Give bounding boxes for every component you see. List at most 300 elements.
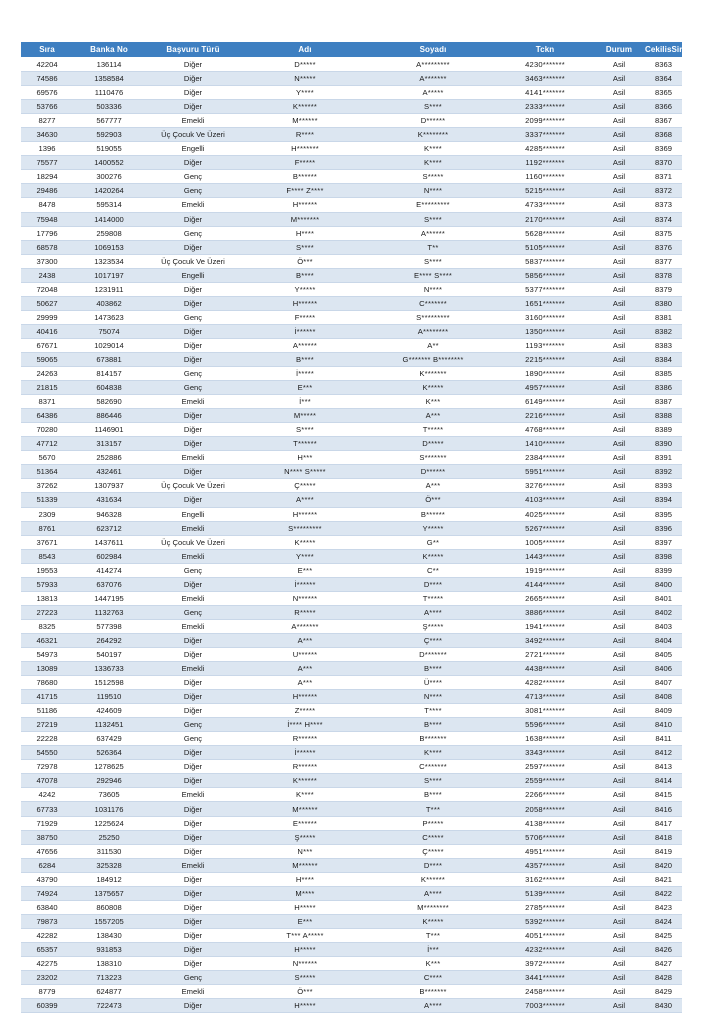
cell-basvuru-turu: Engelli xyxy=(145,507,241,521)
cell-basvuru-turu: Engelli xyxy=(145,142,241,156)
cell-sira: 13089 xyxy=(21,662,73,676)
table-row[interactable] xyxy=(21,732,682,746)
cell-durum: Asil xyxy=(593,971,645,985)
cell-adi: H*** xyxy=(241,451,369,465)
cell-sira: 8371 xyxy=(21,395,73,409)
cell-soyadi: A******* xyxy=(369,72,497,86)
table-row[interactable] xyxy=(21,985,682,999)
table-row[interactable] xyxy=(21,128,682,142)
table-row[interactable] xyxy=(21,577,682,591)
cell-durum: Asil xyxy=(593,690,645,704)
cell-durum: Asil xyxy=(593,367,645,381)
table-row[interactable] xyxy=(21,198,682,212)
cell-cekilis-sira-no: 8404 xyxy=(645,633,682,647)
cell-adi: Ş***** xyxy=(241,830,369,844)
cell-soyadi: Ç***** xyxy=(369,844,497,858)
cell-basvuru-turu: Diğer xyxy=(145,900,241,914)
cell-adi: A*** xyxy=(241,633,369,647)
cell-sira: 57933 xyxy=(21,577,73,591)
column-header-soyadi[interactable]: Soyadı xyxy=(369,42,497,58)
cell-sira: 51364 xyxy=(21,465,73,479)
cell-adi: Ç***** xyxy=(241,479,369,493)
cell-cekilis-sira-no: 8392 xyxy=(645,465,682,479)
cell-tckn: 4951******* xyxy=(497,844,593,858)
cell-banka-no: 519055 xyxy=(73,142,145,156)
table-body xyxy=(21,58,682,1013)
cell-cekilis-sira-no: 8387 xyxy=(645,395,682,409)
column-header-cekilis-sira-no[interactable]: CekilisSiraNo xyxy=(645,42,682,58)
cell-cekilis-sira-no: 8384 xyxy=(645,352,682,366)
cell-soyadi: C***** xyxy=(369,830,497,844)
cell-basvuru-turu: Üç Çocuk Ve Üzeri xyxy=(145,128,241,142)
table-row[interactable] xyxy=(21,72,682,86)
table-row[interactable] xyxy=(21,886,682,900)
cell-basvuru-turu: Üç Çocuk Ve Üzeri xyxy=(145,479,241,493)
cell-durum: Asil xyxy=(593,858,645,872)
column-header-sira[interactable]: Sıra xyxy=(21,42,73,58)
table-row[interactable] xyxy=(21,338,682,352)
cell-basvuru-turu: Diğer xyxy=(145,324,241,338)
cell-banka-no: 1307937 xyxy=(73,479,145,493)
cell-banka-no: 138310 xyxy=(73,957,145,971)
table-row[interactable] xyxy=(21,872,682,886)
cell-soyadi: T**** xyxy=(369,704,497,718)
cell-sira: 27223 xyxy=(21,605,73,619)
cell-cekilis-sira-no: 8410 xyxy=(645,718,682,732)
cell-tckn: 1443******* xyxy=(497,549,593,563)
cell-basvuru-turu: Genç xyxy=(145,170,241,184)
cell-adi: Y**** xyxy=(241,86,369,100)
cell-tckn: 5596******* xyxy=(497,718,593,732)
table-row[interactable] xyxy=(21,296,682,310)
cell-durum: Asil xyxy=(593,198,645,212)
table-row[interactable] xyxy=(21,999,682,1013)
cell-sira: 50627 xyxy=(21,296,73,310)
cell-tckn: 1350******* xyxy=(497,324,593,338)
cell-sira: 47712 xyxy=(21,437,73,451)
cell-adi: N****** xyxy=(241,591,369,605)
cell-adi: A*** xyxy=(241,676,369,690)
cell-cekilis-sira-no: 8393 xyxy=(645,479,682,493)
table-row[interactable] xyxy=(21,957,682,971)
cell-basvuru-turu: Diğer xyxy=(145,690,241,704)
cell-banka-no: 424609 xyxy=(73,704,145,718)
table-row[interactable] xyxy=(21,268,682,282)
table-row[interactable] xyxy=(21,521,682,535)
cell-soyadi: Ö*** xyxy=(369,493,497,507)
cell-durum: Asil xyxy=(593,647,645,661)
table-row[interactable] xyxy=(21,170,682,184)
cell-basvuru-turu: Diğer xyxy=(145,437,241,451)
cell-adi: R**** xyxy=(241,128,369,142)
cell-sira: 21815 xyxy=(21,381,73,395)
table-row[interactable] xyxy=(21,381,682,395)
cell-durum: Asil xyxy=(593,633,645,647)
table-row[interactable] xyxy=(21,352,682,366)
table-row[interactable] xyxy=(21,914,682,928)
cell-durum: Asil xyxy=(593,928,645,942)
cell-durum: Asil xyxy=(593,957,645,971)
column-header-tckn[interactable]: Tckn xyxy=(497,42,593,58)
cell-sira: 72048 xyxy=(21,282,73,296)
cell-durum: Asil xyxy=(593,914,645,928)
draw-results-table xyxy=(21,42,698,1013)
cell-durum: Asil xyxy=(593,465,645,479)
cell-cekilis-sira-no: 8407 xyxy=(645,676,682,690)
cell-sira: 79873 xyxy=(21,914,73,928)
cell-cekilis-sira-no: 8409 xyxy=(645,704,682,718)
cell-soyadi: Y***** xyxy=(369,521,497,535)
cell-adi: M******* xyxy=(241,212,369,226)
cell-durum: Asil xyxy=(593,381,645,395)
cell-tckn: 2266******* xyxy=(497,788,593,802)
cell-durum: Asil xyxy=(593,212,645,226)
cell-soyadi: A***** xyxy=(369,86,497,100)
cell-soyadi: A****** xyxy=(369,226,497,240)
cell-basvuru-turu: Emekli xyxy=(145,395,241,409)
cell-tckn: 2559******* xyxy=(497,774,593,788)
cell-banka-no: 946328 xyxy=(73,507,145,521)
cell-durum: Asil xyxy=(593,816,645,830)
cell-banka-no: 1400552 xyxy=(73,156,145,170)
cell-adi: N****** xyxy=(241,957,369,971)
cell-sira: 51339 xyxy=(21,493,73,507)
table-row[interactable] xyxy=(21,100,682,114)
column-header-adi[interactable]: Adı xyxy=(241,42,369,58)
cell-basvuru-turu: Emekli xyxy=(145,549,241,563)
cell-adi: B**** xyxy=(241,268,369,282)
cell-tckn: 5105******* xyxy=(497,240,593,254)
cell-banka-no: 1420264 xyxy=(73,184,145,198)
cell-durum: Asil xyxy=(593,423,645,437)
cell-tckn: 2597******* xyxy=(497,760,593,774)
cell-cekilis-sira-no: 8419 xyxy=(645,844,682,858)
table-row[interactable] xyxy=(21,858,682,872)
cell-cekilis-sira-no: 8416 xyxy=(645,802,682,816)
cell-soyadi: G******* B******** xyxy=(369,352,497,366)
cell-tckn: 4141******* xyxy=(497,86,593,100)
cell-basvuru-turu: Diğer xyxy=(145,72,241,86)
cell-cekilis-sira-no: 8388 xyxy=(645,409,682,423)
cell-cekilis-sira-no: 8414 xyxy=(645,774,682,788)
cell-soyadi: K**** xyxy=(369,156,497,170)
cell-adi: H***** xyxy=(241,999,369,1013)
cell-banka-no: 25250 xyxy=(73,830,145,844)
table-row[interactable] xyxy=(21,605,682,619)
cell-sira: 64386 xyxy=(21,409,73,423)
cell-banka-no: 431634 xyxy=(73,493,145,507)
cell-adi: H***** xyxy=(241,900,369,914)
cell-durum: Asil xyxy=(593,900,645,914)
table-row[interactable] xyxy=(21,900,682,914)
cell-basvuru-turu: Diğer xyxy=(145,493,241,507)
cell-adi: Ö*** xyxy=(241,254,369,268)
cell-basvuru-turu: Emekli xyxy=(145,591,241,605)
cell-adi: S**** xyxy=(241,240,369,254)
cell-cekilis-sira-no: 8390 xyxy=(645,437,682,451)
table-row[interactable] xyxy=(21,58,682,72)
cell-basvuru-turu: Emekli xyxy=(145,662,241,676)
cell-banka-no: 1278625 xyxy=(73,760,145,774)
cell-basvuru-turu: Diğer xyxy=(145,914,241,928)
cell-adi: B****** xyxy=(241,170,369,184)
cell-banka-no: 1031176 xyxy=(73,802,145,816)
table-row[interactable] xyxy=(21,704,682,718)
cell-soyadi: A**** xyxy=(369,999,497,1013)
table-row[interactable] xyxy=(21,844,682,858)
cell-cekilis-sira-no: 8405 xyxy=(645,647,682,661)
table-row[interactable] xyxy=(21,465,682,479)
cell-sira: 37300 xyxy=(21,254,73,268)
table-row[interactable] xyxy=(21,563,682,577)
cell-tckn: 1919******* xyxy=(497,563,593,577)
cell-durum: Asil xyxy=(593,128,645,142)
table-row[interactable] xyxy=(21,423,682,437)
cell-sira: 27219 xyxy=(21,718,73,732)
cell-adi: H****** xyxy=(241,296,369,310)
cell-adi: E*** xyxy=(241,563,369,577)
cell-adi: İ****** xyxy=(241,324,369,338)
cell-cekilis-sira-no: 8421 xyxy=(645,872,682,886)
table-row[interactable] xyxy=(21,310,682,324)
table-row[interactable] xyxy=(21,367,682,381)
cell-adi: F***** xyxy=(241,310,369,324)
cell-sira: 13813 xyxy=(21,591,73,605)
cell-banka-no: 403862 xyxy=(73,296,145,310)
cell-cekilis-sira-no: 8391 xyxy=(645,451,682,465)
cell-basvuru-turu: Emekli xyxy=(145,114,241,128)
cell-tckn: 6149******* xyxy=(497,395,593,409)
table-row[interactable] xyxy=(21,942,682,956)
table-header xyxy=(21,42,698,58)
cell-tckn: 3972******* xyxy=(497,957,593,971)
cell-cekilis-sira-no: 8426 xyxy=(645,942,682,956)
cell-adi: N***** xyxy=(241,72,369,86)
cell-basvuru-turu: Diğer xyxy=(145,746,241,760)
cell-durum: Asil xyxy=(593,704,645,718)
cell-soyadi: K******** xyxy=(369,128,497,142)
cell-durum: Asil xyxy=(593,985,645,999)
cell-soyadi: N**** xyxy=(369,282,497,296)
cell-adi: S********* xyxy=(241,521,369,535)
cell-sira: 37262 xyxy=(21,479,73,493)
cell-sira: 8761 xyxy=(21,521,73,535)
cell-soyadi: K*** xyxy=(369,395,497,409)
cell-durum: Asil xyxy=(593,254,645,268)
cell-soyadi: M******** xyxy=(369,900,497,914)
cell-banka-no: 1069153 xyxy=(73,240,145,254)
cell-durum: Asil xyxy=(593,338,645,352)
column-header-durum[interactable]: Durum xyxy=(593,42,645,58)
cell-cekilis-sira-no: 8369 xyxy=(645,142,682,156)
cell-banka-no: 184912 xyxy=(73,872,145,886)
cell-durum: Asil xyxy=(593,268,645,282)
cell-banka-no: 526364 xyxy=(73,746,145,760)
cell-adi: A**** xyxy=(241,493,369,507)
table-row[interactable] xyxy=(21,226,682,240)
cell-soyadi: T*** xyxy=(369,928,497,942)
cell-sira: 40416 xyxy=(21,324,73,338)
table-row[interactable] xyxy=(21,86,682,100)
table-row[interactable] xyxy=(21,507,682,521)
cell-banka-no: 1375657 xyxy=(73,886,145,900)
cell-soyadi: B**** xyxy=(369,788,497,802)
cell-adi: Y**** xyxy=(241,549,369,563)
cell-sira: 46321 xyxy=(21,633,73,647)
cell-sira: 51186 xyxy=(21,704,73,718)
cell-soyadi: N**** xyxy=(369,184,497,198)
cell-soyadi: D**** xyxy=(369,577,497,591)
cell-soyadi: T***** xyxy=(369,423,497,437)
table-row[interactable] xyxy=(21,718,682,732)
cell-cekilis-sira-no: 8403 xyxy=(645,619,682,633)
cell-adi: H****** xyxy=(241,690,369,704)
cell-banka-no: 75074 xyxy=(73,324,145,338)
table-row[interactable] xyxy=(21,142,682,156)
cell-durum: Asil xyxy=(593,662,645,676)
cell-cekilis-sira-no: 8365 xyxy=(645,86,682,100)
cell-sira: 34630 xyxy=(21,128,73,142)
cell-basvuru-turu: Genç xyxy=(145,367,241,381)
cell-basvuru-turu: Diğer xyxy=(145,802,241,816)
table-row[interactable] xyxy=(21,437,682,451)
cell-cekilis-sira-no: 8396 xyxy=(645,521,682,535)
table-row[interactable] xyxy=(21,535,682,549)
cell-durum: Asil xyxy=(593,86,645,100)
table-row[interactable] xyxy=(21,240,682,254)
cell-cekilis-sira-no: 8400 xyxy=(645,577,682,591)
cell-tckn: 2170******* xyxy=(497,212,593,226)
cell-durum: Asil xyxy=(593,409,645,423)
table-row[interactable] xyxy=(21,633,682,647)
cell-basvuru-turu: Üç Çocuk Ve Üzeri xyxy=(145,254,241,268)
cell-cekilis-sira-no: 8430 xyxy=(645,999,682,1013)
table-row[interactable] xyxy=(21,816,682,830)
table-header-row xyxy=(21,42,682,58)
table-row[interactable] xyxy=(21,647,682,661)
cell-adi: K**** xyxy=(241,788,369,802)
table-row[interactable] xyxy=(21,395,682,409)
cell-adi: B**** xyxy=(241,352,369,366)
cell-adi: K***** xyxy=(241,535,369,549)
cell-soyadi: E**** S**** xyxy=(369,268,497,282)
column-header-banka-no[interactable]: Banka No xyxy=(73,42,145,58)
cell-durum: Asil xyxy=(593,352,645,366)
cell-basvuru-turu: Diğer xyxy=(145,872,241,886)
cell-banka-no: 1437611 xyxy=(73,535,145,549)
table-row[interactable] xyxy=(21,212,682,226)
table-row[interactable] xyxy=(21,324,682,338)
cell-soyadi: K******* xyxy=(369,367,497,381)
table-row[interactable] xyxy=(21,591,682,605)
cell-banka-no: 1146901 xyxy=(73,423,145,437)
cell-tckn: 3886******* xyxy=(497,605,593,619)
table-row[interactable] xyxy=(21,493,682,507)
cell-adi: H****** xyxy=(241,507,369,521)
cell-soyadi: T***** xyxy=(369,591,497,605)
cell-cekilis-sira-no: 8415 xyxy=(645,788,682,802)
cell-tckn: 4285******* xyxy=(497,142,593,156)
cell-soyadi: K**** xyxy=(369,746,497,760)
cell-soyadi: A** xyxy=(369,338,497,352)
cell-tckn: 1193******* xyxy=(497,338,593,352)
cell-tckn: 3492******* xyxy=(497,633,593,647)
cell-tckn: 5392******* xyxy=(497,914,593,928)
cell-soyadi: A**** xyxy=(369,886,497,900)
table-row[interactable] xyxy=(21,676,682,690)
table-row[interactable] xyxy=(21,760,682,774)
table-row[interactable] xyxy=(21,114,682,128)
table-row[interactable] xyxy=(21,619,682,633)
table-row[interactable] xyxy=(21,802,682,816)
table-row[interactable] xyxy=(21,774,682,788)
cell-durum: Asil xyxy=(593,114,645,128)
cell-sira: 17796 xyxy=(21,226,73,240)
table-row[interactable] xyxy=(21,549,682,563)
cell-cekilis-sira-no: 8376 xyxy=(645,240,682,254)
cell-durum: Asil xyxy=(593,886,645,900)
table-row[interactable] xyxy=(21,830,682,844)
table-row[interactable] xyxy=(21,746,682,760)
cell-soyadi: S******* xyxy=(369,451,497,465)
table-row[interactable] xyxy=(21,479,682,493)
cell-banka-no: 577398 xyxy=(73,619,145,633)
cell-adi: R***** xyxy=(241,605,369,619)
cell-basvuru-turu: Diğer xyxy=(145,156,241,170)
cell-adi: M**** xyxy=(241,886,369,900)
cell-sira: 5670 xyxy=(21,451,73,465)
cell-basvuru-turu: Diğer xyxy=(145,240,241,254)
table-row[interactable] xyxy=(21,156,682,170)
table-row[interactable] xyxy=(21,690,682,704)
cell-banka-no: 119510 xyxy=(73,690,145,704)
cell-sira: 37671 xyxy=(21,535,73,549)
table-row[interactable] xyxy=(21,409,682,423)
cell-basvuru-turu: Diğer xyxy=(145,816,241,830)
column-header-basvuru-turu[interactable]: Başvuru Türü xyxy=(145,42,241,58)
cell-banka-no: 637429 xyxy=(73,732,145,746)
table-row[interactable] xyxy=(21,971,682,985)
cell-basvuru-turu: Diğer xyxy=(145,465,241,479)
cell-sira: 6284 xyxy=(21,858,73,872)
table-row[interactable] xyxy=(21,662,682,676)
table-row[interactable] xyxy=(21,928,682,942)
cell-tckn: 1651******* xyxy=(497,296,593,310)
cell-soyadi: A*** xyxy=(369,479,497,493)
cell-durum: Asil xyxy=(593,802,645,816)
table-row[interactable] xyxy=(21,254,682,268)
table-row[interactable] xyxy=(21,282,682,296)
cell-tckn: 2216******* xyxy=(497,409,593,423)
cell-basvuru-turu: Diğer xyxy=(145,830,241,844)
cell-cekilis-sira-no: 8375 xyxy=(645,226,682,240)
cell-banka-no: 814157 xyxy=(73,367,145,381)
cell-banka-no: 259808 xyxy=(73,226,145,240)
table-row[interactable] xyxy=(21,788,682,802)
cell-adi: Y***** xyxy=(241,282,369,296)
cell-cekilis-sira-no: 8427 xyxy=(645,957,682,971)
cell-basvuru-turu: Diğer xyxy=(145,423,241,437)
table-row[interactable] xyxy=(21,184,682,198)
cell-cekilis-sira-no: 8394 xyxy=(645,493,682,507)
cell-adi: S***** xyxy=(241,971,369,985)
cell-soyadi: P***** xyxy=(369,816,497,830)
cell-cekilis-sira-no: 8424 xyxy=(645,914,682,928)
cell-sira: 67671 xyxy=(21,338,73,352)
table-row[interactable] xyxy=(21,451,682,465)
cell-tckn: 5628******* xyxy=(497,226,593,240)
cell-tckn: 1890******* xyxy=(497,367,593,381)
